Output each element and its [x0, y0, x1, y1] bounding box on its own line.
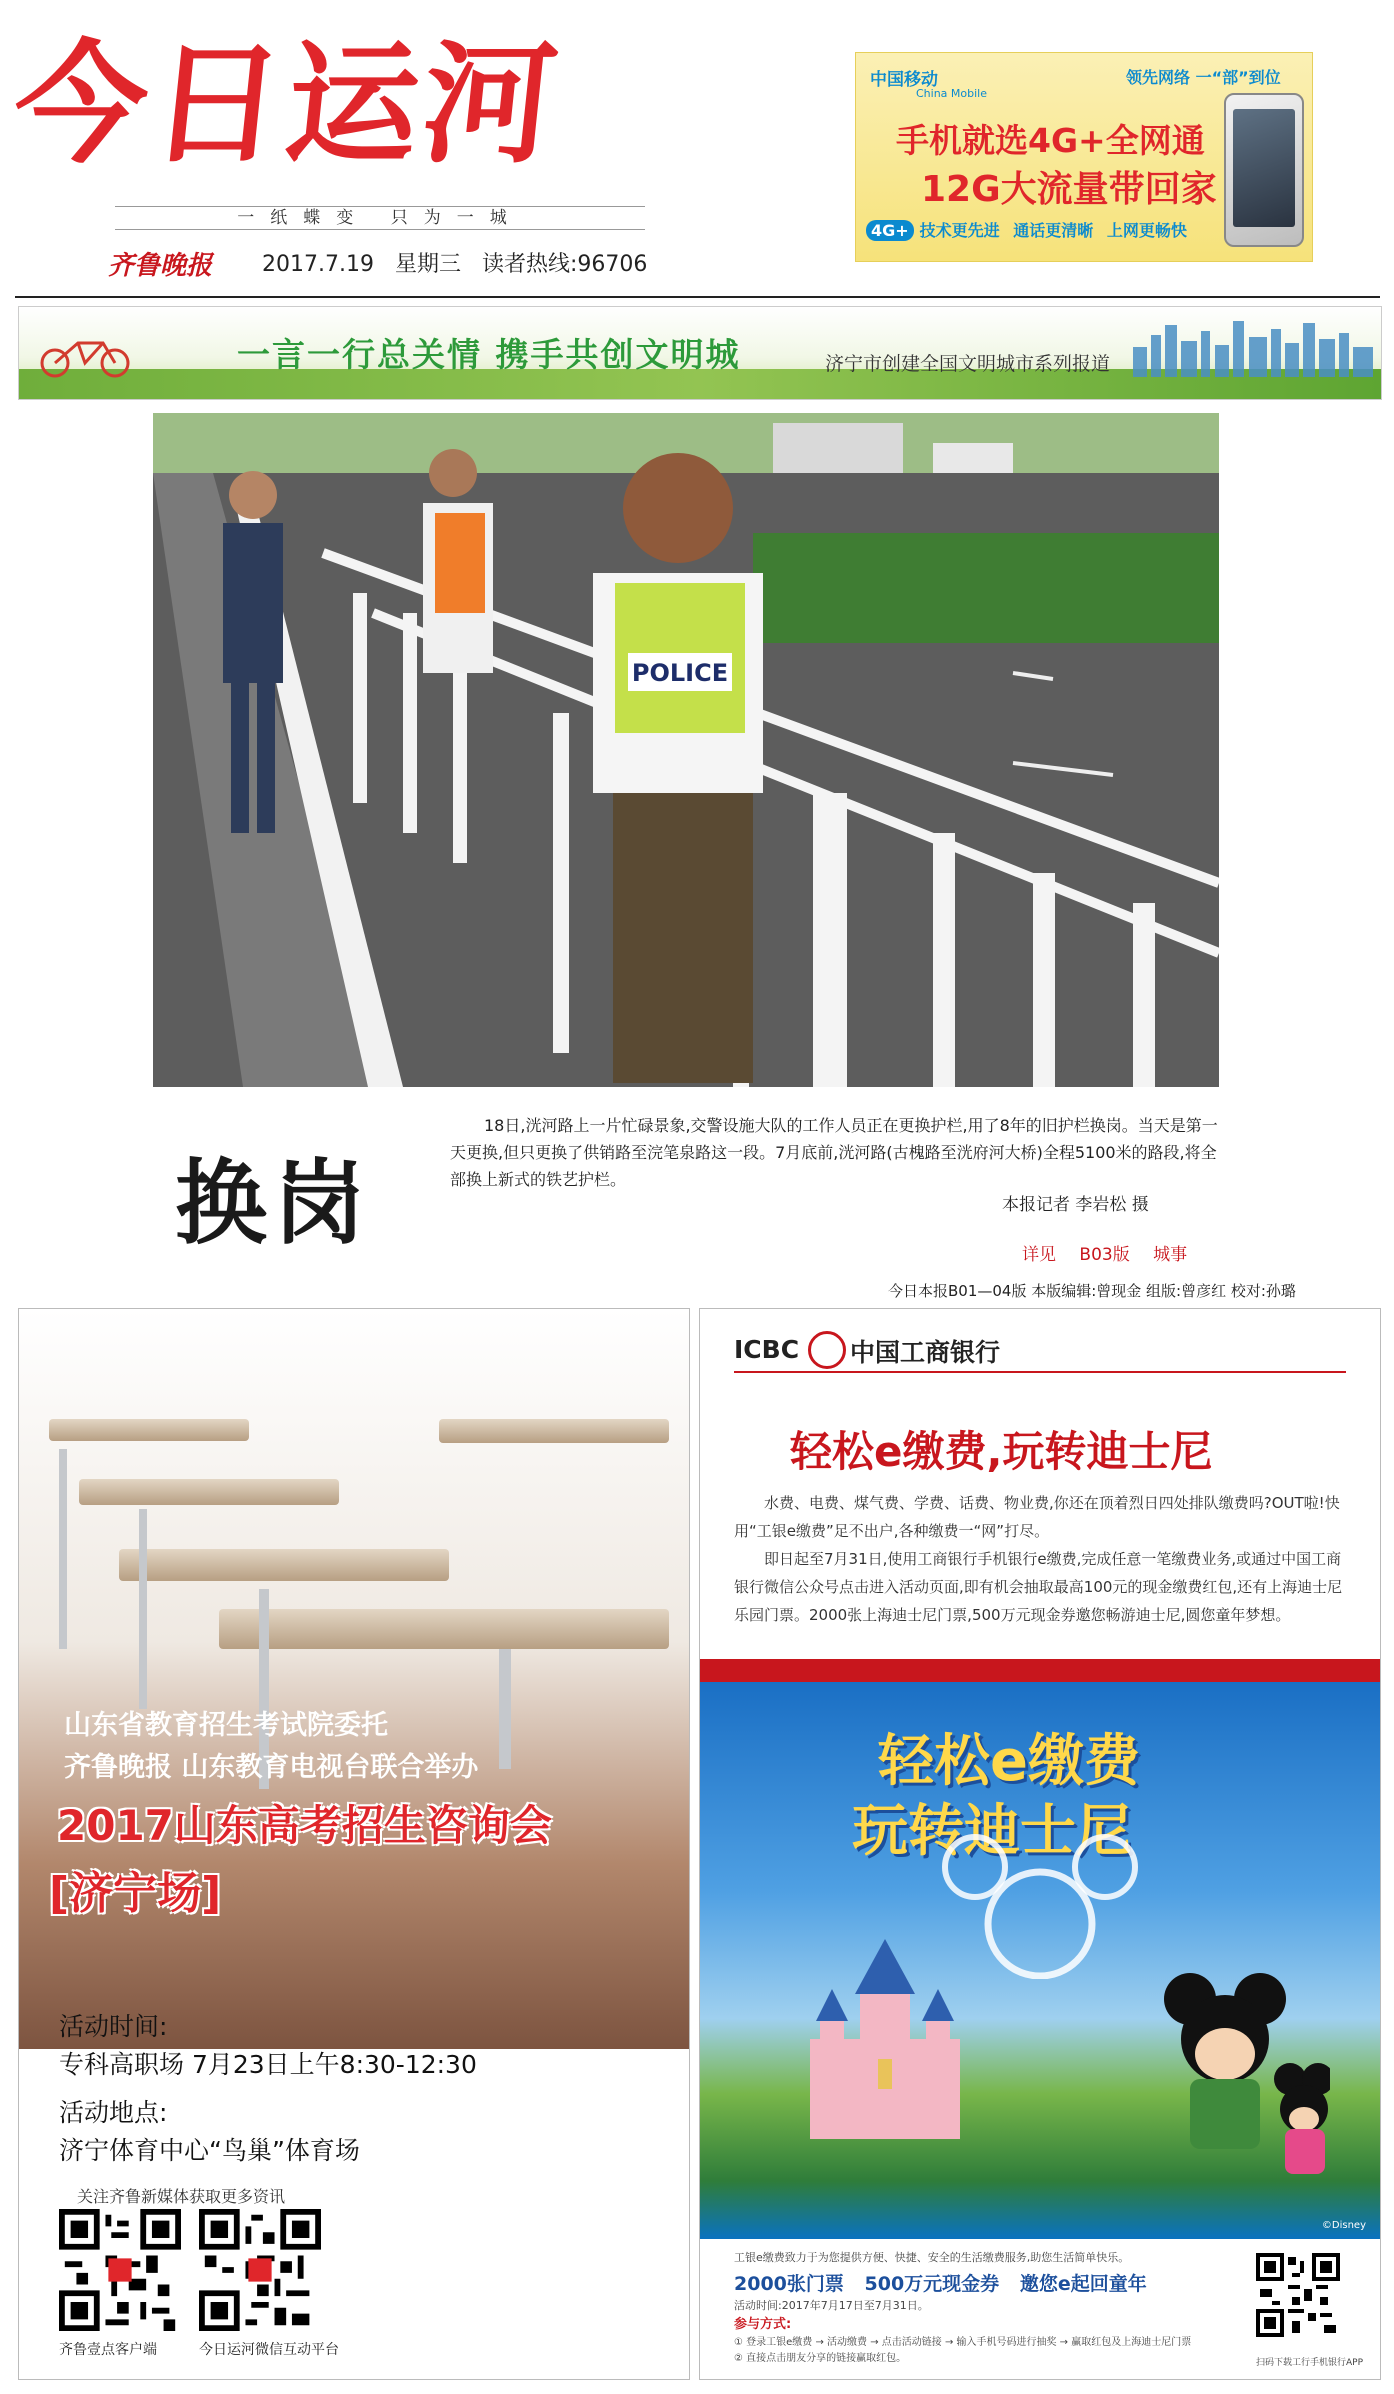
icbc-logo: ICBC — [734, 1335, 800, 1364]
classroom-image — [19, 1309, 689, 2049]
civilization-banner — [18, 306, 1382, 400]
newspaper-title: 今日运河 — [6, 28, 568, 182]
icbc-paragraph-1: 水费、电费、煤气费、学费、话费、物业费,你还在顶着烈日四处排队缴费吗?OUT啦!快用“工银e缴费”足不出户,各种缴费一“网”打尽。 — [734, 1494, 1340, 1540]
disney-copyright: ©Disney — [1321, 2220, 1366, 2231]
ad-headline-2: 12G大流量带回家 — [921, 169, 1217, 210]
exam-organizer-2: 齐鲁晚报 山东教育电视台联合举办 — [64, 1752, 479, 1783]
icbc-bank-name: 中国工商银行 — [850, 1338, 1001, 1367]
qr-code-icon — [1256, 2253, 1340, 2337]
issue-date: 2017.7.19 — [262, 252, 374, 277]
see-more-page: B03版 — [1079, 1245, 1130, 1265]
icbc-offer — [734, 2269, 1161, 2296]
photo-caption: 18日,洸河路上一片忙碌景象,交警设施大队的工作人员正在更换护栏,用了8年的旧护栏换岗。当天是第一天更换,但只更换了供销路至浣笔泉路这一段。7月底前,洸河路(古槐路至洸府河大桥)全程5100米的路段,将全部换上新式的铁艺护栏。 — [450, 1116, 1218, 1189]
police-vest-text: POLICE — [631, 659, 729, 687]
disney-poster — [700, 1659, 1380, 2239]
exam-fair-ad — [18, 1308, 690, 2380]
exam-organizer-1: 山东省教育招生考试院委托 — [64, 1710, 388, 1741]
see-more-label: 详见 — [1022, 1245, 1056, 1265]
icbc-ad — [699, 1308, 1381, 2380]
icbc-headline: 轻松e缴费,玩转迪士尼 — [790, 1427, 1213, 1476]
follow-note: 关注齐鲁新媒体获取更多资讯 — [77, 2187, 286, 2206]
icbc-divider — [734, 1371, 1346, 1373]
banner-subtitle: 济宁市创建全国文明城市系列报道 — [825, 353, 1111, 375]
ad-features — [866, 218, 1187, 241]
exam-venue-tag: [济宁场] — [49, 1868, 222, 1919]
icbc-qr-caption: 扫码下载工行手机银行APP — [1256, 2358, 1364, 2368]
icbc-how-label: 参与方式: — [734, 2317, 792, 2332]
qr1-caption: 齐鲁壹点客户端 — [59, 2342, 157, 2358]
china-mobile-ad — [855, 52, 1313, 262]
story-headline: 换岗 — [175, 1149, 372, 1257]
icbc-logo-icon — [808, 1331, 846, 1369]
reader-hotline: 读者热线:96706 — [481, 252, 648, 277]
see-more-reference — [1022, 1240, 1205, 1265]
paper-logo: 齐鲁晚报 — [108, 251, 213, 281]
china-mobile-logo: 中国移动 — [870, 70, 938, 90]
bicycle-icon — [33, 329, 143, 379]
exam-time-label: 活动时间: — [59, 2012, 168, 2041]
phone-image — [1224, 93, 1304, 247]
ad-features-text: 技术更先进 通话更清晰 上网更畅快 — [919, 221, 1187, 240]
qr2-caption: 今日运河微信互动平台 — [199, 2342, 339, 2358]
qr-code-icon — [59, 2209, 181, 2331]
castle-icon — [790, 1939, 980, 2139]
mickey-minnie-icon — [1120, 1959, 1330, 2179]
ad-tagline: 领先网络 一“部”到位 — [1126, 68, 1281, 87]
icbc-small-print: 工银e缴费致力于为您提供方便、快捷、安全的生活缴费服务,助您生活简单快乐。 — [734, 2251, 1130, 2264]
china-mobile-logo-en: China Mobile — [916, 87, 988, 100]
banner-slogan: 一言一行总关情 携手共创文明城 — [237, 335, 741, 374]
exam-place-label: 活动地点: — [59, 2098, 168, 2127]
city-skyline-icon — [1129, 317, 1379, 377]
offer-tickets: 2000张门票 — [734, 2273, 844, 2295]
offer-cash: 500万元现金券 — [864, 2273, 1000, 2295]
issue-weekday: 星期三 — [394, 252, 461, 277]
masthead — [6, 28, 795, 182]
date-line — [262, 247, 661, 278]
qr-code-icon — [199, 2209, 321, 2331]
guardrail-workers-photo — [153, 413, 1219, 1087]
icbc-paragraph-2: 即日起至7月31日,使用工商银行手机银行e缴费,完成任意一笔缴费业务,或通过中国工商银行微信公众号点击进入活动页面,即有机会抽取最高100元的现金缴费红包,还有上海迪士尼乐园门票。2000张上海迪士尼门票,500万元现金券邀您畅游迪士尼,圆您童年梦想。 — [734, 1550, 1343, 1624]
poster-title-1: 轻松e缴费 — [878, 1729, 1140, 1794]
see-more-section: 城事 — [1153, 1245, 1188, 1265]
news-photo — [153, 413, 1219, 1087]
exam-place-value: 济宁体育中心“鸟巢”体育场 — [59, 2136, 360, 2165]
editor-credits: 今日本报B01—04版 本版编辑:曾现金 组版:曾彦红 校对:孙璐 — [888, 1282, 1296, 1300]
poster-title-2: 玩转迪士尼 — [852, 1799, 1132, 1864]
badge-4g: 4G+ — [866, 220, 914, 241]
icbc-step-1: ① 登录工银e缴费 → 活动缴费 → 点击活动链接 → 输入手机号码进行抽奖 → 赢取红包及上海迪士尼门票 — [734, 2337, 1192, 2348]
ad-headline-1: 手机就选4G+全网通 — [896, 121, 1205, 160]
exam-title: 2017山东高考招生咨询会 — [57, 1801, 552, 1850]
offer-slogan: 邀您e起回童年 — [1019, 2273, 1147, 2295]
phone-screen — [1233, 109, 1295, 227]
slogan: 一纸蝶变 只为一城 — [115, 206, 645, 230]
photo-credit: 本报记者 李岩松 摄 — [1002, 1195, 1149, 1215]
exam-time-value: 专科高职场 7月23日上午8:30-12:30 — [59, 2050, 477, 2079]
divider — [15, 296, 1380, 298]
icbc-period: 活动时间:2017年7月17日至7月31日。 — [734, 2299, 929, 2312]
icbc-step-2: ② 直接点击朋友分享的链接赢取红包。 — [734, 2353, 907, 2364]
